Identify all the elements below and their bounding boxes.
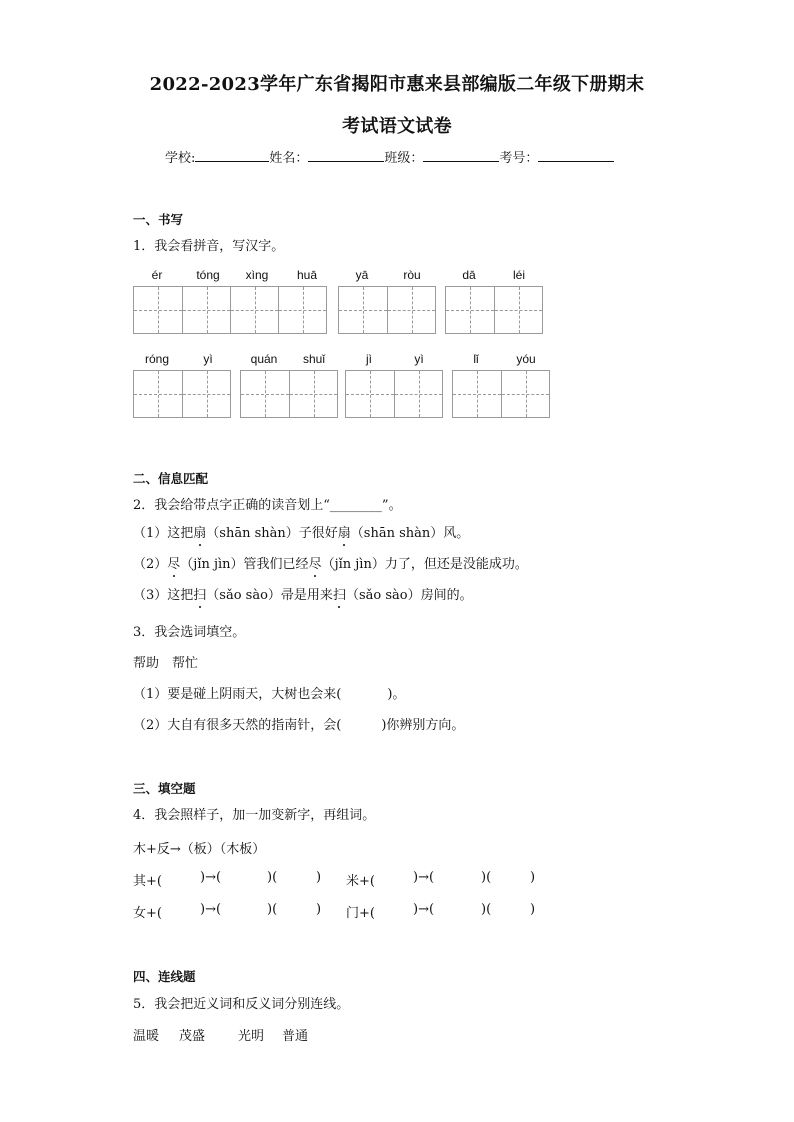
writing-grid xyxy=(345,370,443,418)
page-title-line1: 2022-2023学年广东省揭阳市惠来县部编版二年级下册期末 xyxy=(149,74,645,95)
dotted-char: 尽 xyxy=(309,553,322,572)
compose-row: ) xyxy=(316,902,322,917)
number-label: 考号： xyxy=(499,151,539,166)
school-field[interactable] xyxy=(195,149,269,162)
pinyin-label: yì xyxy=(414,352,424,366)
pinyin-label: léi xyxy=(512,268,525,282)
pinyin-label: ròu xyxy=(403,268,421,282)
pinyin-options[interactable]: （sǎo sào）房间的。 xyxy=(345,588,473,603)
pinyin-options[interactable]: （shān shàn）风。 xyxy=(350,526,470,541)
writing-grid xyxy=(338,286,436,334)
page-title-line2: 考试语文试卷 xyxy=(342,116,452,137)
writing-cell[interactable] xyxy=(289,371,337,417)
writing-cell[interactable] xyxy=(387,287,435,333)
compose-row: ) xyxy=(530,870,536,885)
compose-row: ) xyxy=(530,902,536,917)
compose-row: )( xyxy=(481,902,492,917)
item-text: （3）这把 xyxy=(133,588,194,603)
writing-cell[interactable] xyxy=(394,371,442,417)
section-heading-fill: 三、填空题 xyxy=(133,781,196,796)
pinyin-options[interactable]: （jǐn jìn）力了，但还是没能成功。 xyxy=(321,557,528,572)
question-4: 4．我会照样子，加一加变新字，再组词。 xyxy=(133,808,376,823)
writing-grid xyxy=(240,370,338,418)
word-item[interactable]: 温暖 xyxy=(133,1029,160,1044)
dotted-char: 扇 xyxy=(193,522,206,541)
writing-cell[interactable] xyxy=(134,371,182,417)
compose-row: )( xyxy=(481,870,492,885)
answer-blank: ________ xyxy=(329,498,382,513)
word-item[interactable]: 普通 xyxy=(282,1029,309,1044)
item-text: （2） xyxy=(133,557,168,572)
compose-row: 女+( xyxy=(133,906,162,921)
writing-cell[interactable] xyxy=(501,371,549,417)
writing-cell[interactable] xyxy=(278,287,326,333)
school-label: 学校: xyxy=(165,151,196,166)
writing-cell[interactable] xyxy=(494,287,542,333)
question-2-item-2 xyxy=(133,553,528,572)
writing-cell[interactable] xyxy=(182,371,230,417)
compose-row: ) xyxy=(316,870,322,885)
pinyin-label: ér xyxy=(151,268,163,282)
writing-grid xyxy=(445,286,543,334)
writing-cell[interactable] xyxy=(346,371,394,417)
compose-row: 门+( xyxy=(346,906,375,921)
section-heading-matching-lines: 四、连线题 xyxy=(133,969,196,984)
writing-cell[interactable] xyxy=(241,371,289,417)
compose-row: 其+( xyxy=(133,874,162,889)
dotted-char: 扫 xyxy=(193,584,206,603)
item-text: （1）要是碰上阴雨天，大树也会来( xyxy=(133,687,342,702)
writing-cell[interactable] xyxy=(446,287,494,333)
compose-row: )( xyxy=(267,902,278,917)
question-3-item-2 xyxy=(133,714,464,733)
compose-row: 米+( xyxy=(346,874,375,889)
compose-row: )→( xyxy=(413,870,435,885)
writing-cell[interactable] xyxy=(182,287,230,333)
question-1: 1．我会看拼音，写汉字。 xyxy=(133,239,285,254)
question-5: 5．我会把近义词和反义词分别连线。 xyxy=(133,997,350,1012)
class-label: 班级： xyxy=(384,151,424,166)
item-text-end: )。 xyxy=(387,687,406,702)
word-item[interactable]: 茂盛 xyxy=(179,1029,206,1044)
example-line: 木+反→（板）（木板） xyxy=(133,842,266,857)
pinyin-options[interactable]: （shān shàn）子很好 xyxy=(206,526,338,541)
pinyin-label: yì xyxy=(203,352,213,366)
pinyin-label: lǐ xyxy=(473,352,479,366)
pinyin-label: dā xyxy=(462,268,476,282)
dotted-char: 扇 xyxy=(338,522,351,541)
compose-row: )→( xyxy=(200,902,222,917)
pinyin-label: róng xyxy=(144,352,170,366)
section-heading-matching: 二、信息匹配 xyxy=(133,471,209,486)
question-2-text: 2．我会给带点字正确的读音划上“ xyxy=(133,498,330,513)
name-field[interactable] xyxy=(308,149,384,162)
question-2 xyxy=(133,494,402,513)
writing-grid xyxy=(133,370,231,418)
writing-cell[interactable] xyxy=(453,371,501,417)
name-label: 姓名： xyxy=(269,151,309,166)
section-heading-writing: 一、书写 xyxy=(133,212,184,227)
pinyin-label: xìng xyxy=(245,268,269,282)
pinyin-label: shuǐ xyxy=(302,352,325,366)
question-2-item-3 xyxy=(133,584,473,603)
writing-grid xyxy=(133,286,327,334)
class-field[interactable] xyxy=(423,149,499,162)
pinyin-options[interactable]: （jǐn jìn）管我们已经 xyxy=(180,557,309,572)
pinyin-label: yā xyxy=(355,268,369,282)
compose-row: )( xyxy=(267,870,278,885)
writing-cell[interactable] xyxy=(339,287,387,333)
question-2-item-1 xyxy=(133,522,469,541)
item-text-end: )你辨别方向。 xyxy=(381,718,465,733)
question-3: 3．我会选词填空。 xyxy=(133,625,246,640)
pinyin-label: jì xyxy=(366,352,372,366)
writing-cell[interactable] xyxy=(134,287,182,333)
pinyin-label: huā xyxy=(296,268,318,282)
pinyin-label: tóng xyxy=(196,268,220,282)
item-text: （2）大自有很多天然的指南针，会( xyxy=(133,718,342,733)
writing-cell[interactable] xyxy=(230,287,278,333)
number-field[interactable] xyxy=(538,149,614,162)
question-3-item-1 xyxy=(133,683,405,702)
dotted-char: 扫 xyxy=(333,584,346,603)
pinyin-label: yóu xyxy=(516,352,536,366)
compose-row: )→( xyxy=(413,902,435,917)
student-info-line xyxy=(165,147,614,166)
word-item[interactable]: 光明 xyxy=(238,1029,265,1044)
word-choices: 帮助 帮忙 xyxy=(133,656,199,671)
question-2-text-end: ”。 xyxy=(381,498,402,513)
pinyin-options[interactable]: （sǎo sào）帚是用来 xyxy=(206,588,333,603)
writing-grid xyxy=(452,370,550,418)
item-text: （1）这把 xyxy=(133,526,194,541)
pinyin-label: quán xyxy=(250,352,278,366)
dotted-char: 尽 xyxy=(167,553,180,572)
compose-row: )→( xyxy=(200,870,222,885)
